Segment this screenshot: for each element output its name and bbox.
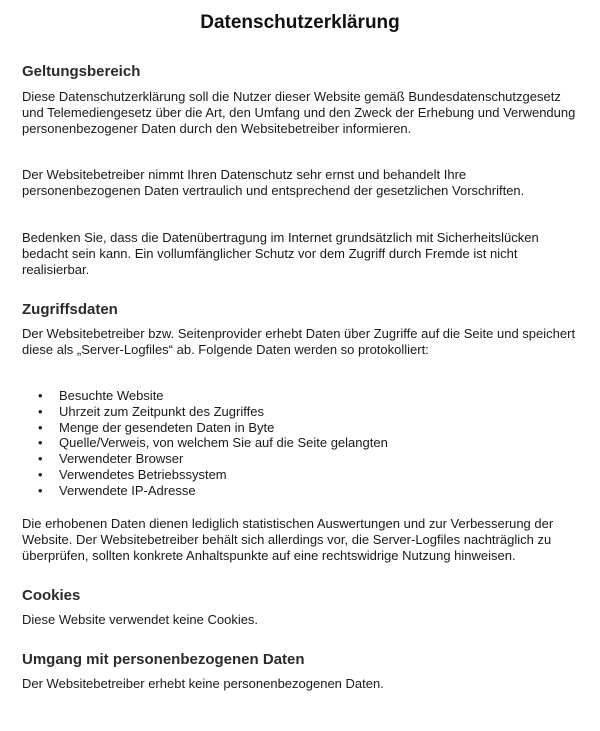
bullet-icon: • — [38, 388, 43, 403]
paragraph: Bedenken Sie, dass die Datenübertragung im Internet grundsätzlich mit Sicherheitslücken bedacht sein kann. Ein vollumfänglicher Schutz vor dem Zugriff durch Fremde ist nicht realisierbar. — [22, 230, 539, 277]
page-title: Datenschutzerklärung — [200, 12, 400, 33]
list-item-text: Verwendetes Betriebssystem — [59, 466, 227, 482]
list-item-text: Verwendete IP-Adresse — [59, 482, 196, 498]
list-item-text: Quelle/Verweis, von welchem Sie auf die Seite gelangten — [59, 435, 388, 451]
bullet-icon: • — [38, 403, 43, 419]
paragraph: Diese Datenschutzerklärung soll die Nutzer dieser Website gemäß Bundesdatenschutzgesetz und Telemediengesetz über die Art, den Umfang und den Zweck der Erhebung und Verwendung personenbezogener Daten durch den Websitebetreiber informieren. — [22, 89, 576, 136]
bullet-icon: • — [38, 451, 43, 467]
bullet-icon: • — [38, 419, 43, 435]
list-item — [22, 388, 578, 404]
list-item — [22, 435, 578, 451]
list-item — [22, 451, 578, 467]
section-heading: Zugriffsdaten — [22, 301, 118, 318]
paragraph: Diese Website verwendet keine Cookies. — [22, 611, 259, 627]
paragraph: Der Websitebetreiber bzw. Seitenprovider erhebt Daten über Zugriffe auf die Seite und speichert diese als „Server-Logfiles“ ab. Folgende Daten werden so protokolliert: — [22, 326, 576, 357]
paragraph: Die erhobenen Daten dienen lediglich statistischen Auswertungen und zur Verbesserung der Website. Der Websitebetreiber behält sich allerdings vor, die Server-Logfiles nachträglich zu überprüfen, sollten konkrete Anhaltspunkte auf eine rechtswidrige Nutzung hinweisen. — [22, 515, 554, 563]
list-item — [22, 404, 578, 420]
logged-data-list — [22, 388, 578, 499]
section-heading: Umgang mit personenbezogenen Daten — [22, 650, 305, 668]
paragraph: Der Websitebetreiber erhebt keine personenbezogenen Daten. — [22, 675, 384, 691]
section-cookies — [22, 587, 578, 628]
section-heading: Cookies — [22, 586, 81, 604]
list-item-text: Besuchte Website — [59, 388, 164, 403]
bullet-icon: • — [38, 466, 43, 482]
list-item — [22, 483, 578, 499]
list-item-text: Menge der gesendeten Daten in Byte — [59, 419, 275, 435]
bullet-icon: • — [38, 435, 43, 451]
paragraph: Der Websitebetreiber nimmt Ihren Datenschutz sehr ernst und behandelt Ihre personenbezogenen Daten vertraulich und entsprechend der gesetzlichen Vorschriften. — [22, 167, 525, 198]
list-item-text: Uhrzeit zum Zeitpunkt des Zugriffes — [59, 403, 264, 419]
section-personenbezogene-daten — [22, 651, 578, 692]
bullet-icon: • — [38, 482, 43, 498]
section-geltungsbereich — [22, 63, 578, 278]
section-heading: Geltungsbereich — [22, 63, 141, 80]
section-zugriffsdaten — [22, 301, 578, 564]
list-item — [22, 467, 578, 483]
list-item-text: Verwendeter Browser — [59, 451, 184, 467]
list-item — [22, 420, 578, 436]
